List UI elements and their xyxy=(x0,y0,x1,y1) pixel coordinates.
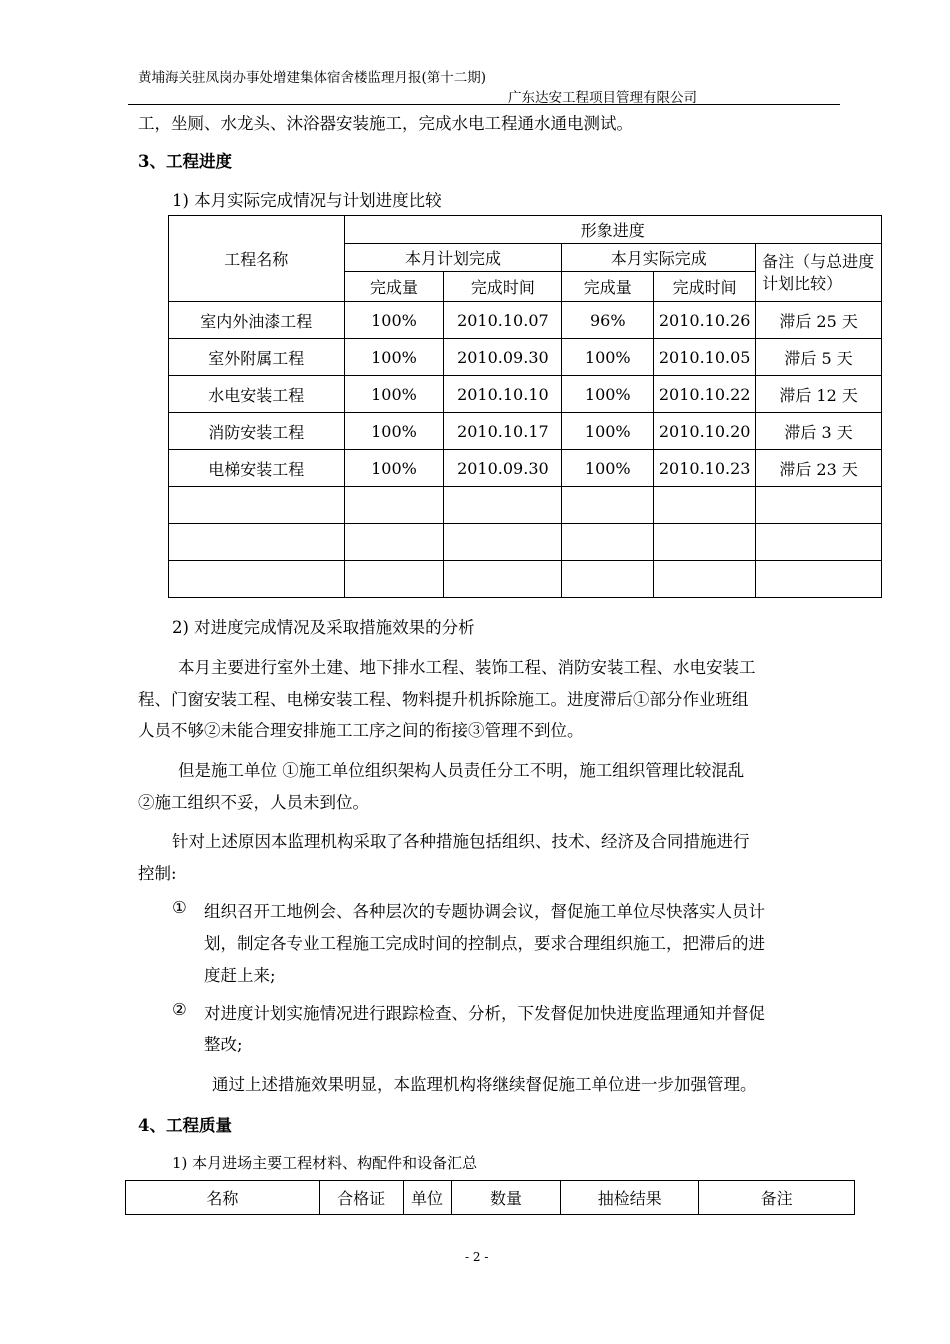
col-header-certificate: 合格证 xyxy=(319,1181,403,1215)
cell-act-qty: 100% xyxy=(562,450,654,487)
cell-act-time: 2010.10.05 xyxy=(654,339,756,376)
company-name: 广东达安工程项目管理有限公司 xyxy=(508,90,697,106)
item2-line2: 整改; xyxy=(204,1035,243,1054)
col-header-unit: 单位 xyxy=(403,1181,451,1215)
table-row xyxy=(169,302,882,339)
progress-table xyxy=(168,215,882,598)
empty-row xyxy=(169,524,882,561)
para2-line2: ②施工组织不妥，人员未到位。 xyxy=(138,793,369,812)
col-header-name: 工程名称 xyxy=(169,216,345,302)
cell-name: 室内外油漆工程 xyxy=(169,302,345,339)
cell-act-qty: 96% xyxy=(562,302,654,339)
cell-remark: 滞后 5 天 xyxy=(756,339,882,376)
cell-act-qty: 100% xyxy=(562,339,654,376)
cell-act-qty: 100% xyxy=(562,376,654,413)
col-header-remark: 备注 xyxy=(699,1181,855,1215)
cell-plan-time: 2010.09.30 xyxy=(444,339,562,376)
cell-act-time: 2010.10.22 xyxy=(654,376,756,413)
para1-line1: 本月主要进行室外土建、地下排水工程、装饰工程、消防安装工程、水电安装工 xyxy=(178,658,756,677)
table-row xyxy=(169,339,882,376)
col-header-inspection: 抽检结果 xyxy=(561,1181,699,1215)
item1-line2: 划，制定各专业工程施工完成时间的控制点，要求合理组织施工，把滞后的进 xyxy=(204,934,765,953)
table-row xyxy=(169,376,882,413)
document-title: 黄埔海关驻凤岗办事处增建集体宿舍楼监理月报(第十二期) xyxy=(138,70,487,86)
para3-line1: 针对上述原因本监理机构采取了各种措施包括组织、技术、经济及合同措施进行 xyxy=(172,832,750,851)
cell-remark: 滞后 23 天 xyxy=(756,450,882,487)
header-divider xyxy=(128,104,840,105)
cell-plan-qty: 100% xyxy=(344,450,444,487)
empty-row xyxy=(169,561,882,598)
cell-remark: 滞后 25 天 xyxy=(756,302,882,339)
cell-plan-qty: 100% xyxy=(344,413,444,450)
col-header-plan: 本月计划完成 xyxy=(344,244,562,272)
cell-plan-qty: 100% xyxy=(344,339,444,376)
para1-line3: 人员不够②未能合理安排施工工序之间的衔接③管理不到位。 xyxy=(138,721,584,740)
item2-marker: ② xyxy=(172,1000,187,1019)
item1-marker: ① xyxy=(172,898,187,917)
para3-line2: 控制: xyxy=(138,864,177,883)
section3-heading: 3、工程进度 xyxy=(138,152,232,171)
page-number: - 2 - xyxy=(465,1250,489,1264)
empty-row xyxy=(169,487,882,524)
cell-plan-qty: 100% xyxy=(344,302,444,339)
para4: 通过上述措施效果明显，本监理机构将继续督促施工单位进一步加强管理。 xyxy=(212,1075,757,1094)
table-row xyxy=(169,413,882,450)
col-header-actual: 本月实际完成 xyxy=(562,244,756,272)
cell-name: 室外附属工程 xyxy=(169,339,345,376)
col-header-plan-time: 完成时间 xyxy=(444,272,562,302)
col-header-quantity: 数量 xyxy=(451,1181,561,1215)
table-row xyxy=(169,450,882,487)
cell-remark: 滞后 3 天 xyxy=(756,413,882,450)
section3-sub1: 1) 本月实际完成情况与计划进度比较 xyxy=(172,191,442,210)
item2-line1: 对进度计划实施情况进行跟踪检查、分析，下发督促加快进度监理通知并督促 xyxy=(204,1004,765,1023)
cell-name: 水电安装工程 xyxy=(169,376,345,413)
col-header-act-qty: 完成量 xyxy=(562,272,654,302)
section4-sub1: 1) 本月进场主要工程材料、构配件和设备汇总 xyxy=(172,1154,478,1172)
col-header-act-time: 完成时间 xyxy=(654,272,756,302)
cell-plan-time: 2010.10.17 xyxy=(444,413,562,450)
col-header-remark: 备注（与总进度计划比较） xyxy=(756,244,882,302)
cell-name: 电梯安装工程 xyxy=(169,450,345,487)
col-header-plan-qty: 完成量 xyxy=(344,272,444,302)
para2-line1: 但是施工单位 ①施工单位组织架构人员责任分工不明，施工组织管理比较混乱 xyxy=(178,761,745,780)
cell-plan-time: 2010.09.30 xyxy=(444,450,562,487)
cell-plan-time: 2010.10.10 xyxy=(444,376,562,413)
section3-sub2: 2) 对进度完成情况及采取措施效果的分析 xyxy=(172,618,475,637)
materials-table xyxy=(125,1180,855,1215)
para1-line2: 程、门窗安装工程、电梯安装工程、物料提升机拆除施工。进度滞后①部分作业班组 xyxy=(138,690,749,709)
cell-act-qty: 100% xyxy=(562,413,654,450)
cell-act-time: 2010.10.23 xyxy=(654,450,756,487)
cell-name: 消防安装工程 xyxy=(169,413,345,450)
cell-plan-qty: 100% xyxy=(344,376,444,413)
cell-act-time: 2010.10.20 xyxy=(654,413,756,450)
item1-line3: 度赶上来; xyxy=(204,966,276,985)
cell-act-time: 2010.10.26 xyxy=(654,302,756,339)
section4-heading: 4、工程质量 xyxy=(138,1116,232,1135)
continued-text: 工，坐厕、水龙头、沐浴器安装施工，完成水电工程通水通电测试。 xyxy=(138,114,633,133)
cell-remark: 滞后 12 天 xyxy=(756,376,882,413)
item1-line1: 组织召开工地例会、各种层次的专题协调会议，督促施工单位尽快落实人员计 xyxy=(204,902,765,921)
col-header-progress: 形象进度 xyxy=(344,216,881,244)
col-header-name: 名称 xyxy=(126,1181,320,1215)
cell-plan-time: 2010.10.07 xyxy=(444,302,562,339)
